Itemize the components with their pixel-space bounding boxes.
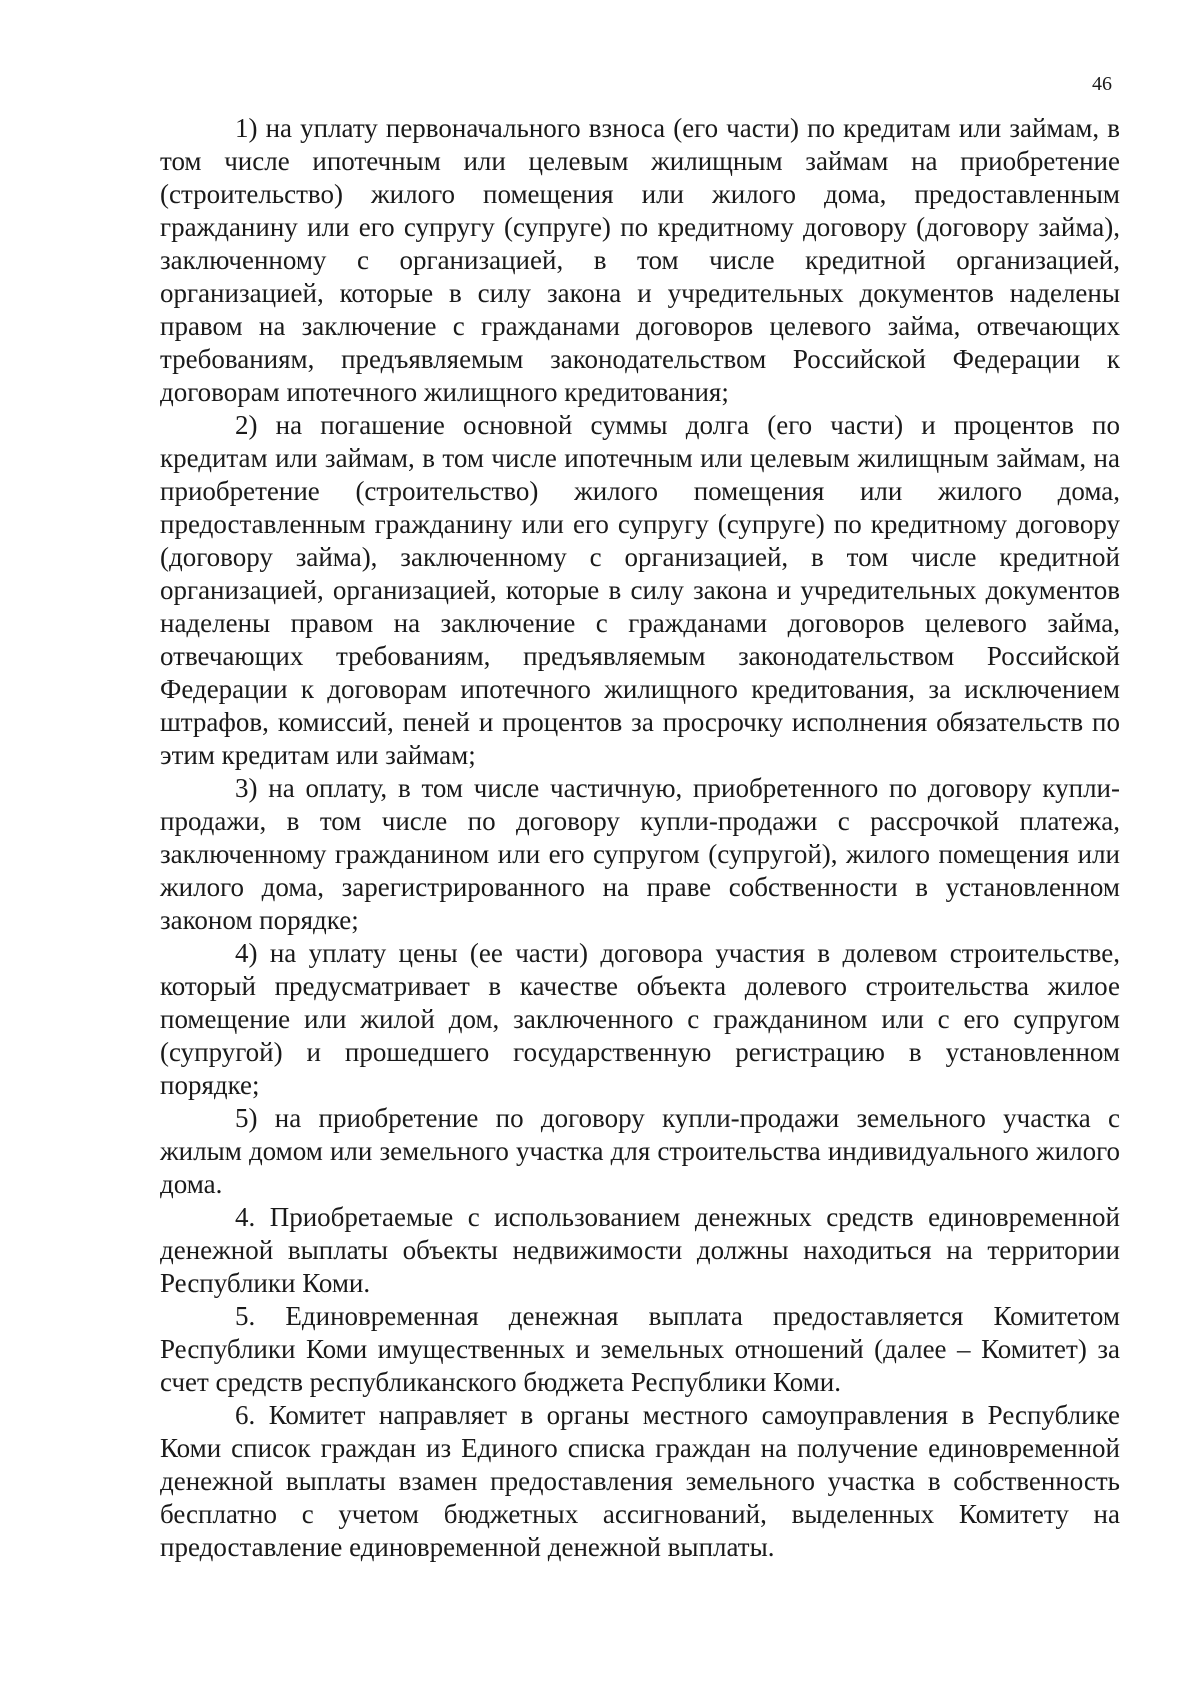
paragraph-item-3: 3) на оплату, в том числе частичную, приобретенного по договору купли-продажи, в том числе по договору купли-продажи с рассрочкой платежа, заключенному гражданином или его супругом (супругой), жилого помещения или жилого дома, зарегистрированного на праве собственности в установленном законом порядке; xyxy=(160,773,1120,935)
paragraph-clause-5: 5. Единовременная денежная выплата предоставляется Комитетом Республики Коми имущественных и земельных отношений (далее – Комитет) за счет средств республиканского бюджета Республики Коми. xyxy=(160,1301,1120,1397)
paragraph-item-1: 1) на уплату первоначального взноса (его части) по кредитам или займам, в том числе ипотечным или целевым жилищным займам на приобретение (строительство) жилого помещения или жилого дома, предоставленным гражданину или его супругу (супруге) по кредитному договору (договору займа), заключенному с организацией, в том числе кредитной организацией, организацией, которые в силу закона и учредительных документов наделены правом на заключение с гражданами договоров целевого займа, отвечающих требованиям, предъявляемым законодательством Российской Федерации к договорам ипотечного жилищного кредитования; xyxy=(160,113,1120,407)
page-number: 46 xyxy=(1092,73,1112,95)
paragraph-item-2: 2) на погашение основной суммы долга (его части) и процентов по кредитам или займам, в том числе ипотечным или целевым жилищным займам, на приобретение (строительство) жилого помещения или жилого дома, предоставленным гражданину или его супругу (супруге) по кредитному договору (договору займа), заключенному с организацией, в том числе кредитной организацией, организацией, которые в силу закона и учредительных документов наделены правом на заключение с гражданами договоров целевого займа, отвечающих требованиям, предъявляемым законодательством Российской Федерации к договорам ипотечного жилищного кредитования, за исключением штрафов, комиссий, пеней и процентов за просрочку исполнения обязательств по этим кредитам или займам; xyxy=(160,410,1120,770)
paragraph-clause-6: 6. Комитет направляет в органы местного самоуправления в Республике Коми список граждан из Единого списка граждан на получение единовременной денежной выплаты взамен предоставления земельного участка в собственность бесплатно с учетом бюджетных ассигнований, выделенных Комитету на предоставление единовременной денежной выплаты. xyxy=(160,1400,1120,1562)
paragraph-item-5: 5) на приобретение по договору купли-продажи земельного участка с жилым домом или земельного участка для строительства индивидуального жилого дома. xyxy=(160,1103,1120,1199)
paragraph-clause-4: 4. Приобретаемые с использованием денежных средств единовременной денежной выплаты объекты недвижимости должны находиться на территории Республики Коми. xyxy=(160,1202,1120,1298)
paragraph-item-4: 4) на уплату цены (ее части) договора участия в долевом строительстве, который предусматривает в качестве объекта долевого строительства жилое помещение или жилой дом, заключенного с гражданином или с его супругом (супругой) и прошедшего государственную регистрацию в установленном порядке; xyxy=(160,938,1120,1100)
document-body xyxy=(160,112,1120,1564)
